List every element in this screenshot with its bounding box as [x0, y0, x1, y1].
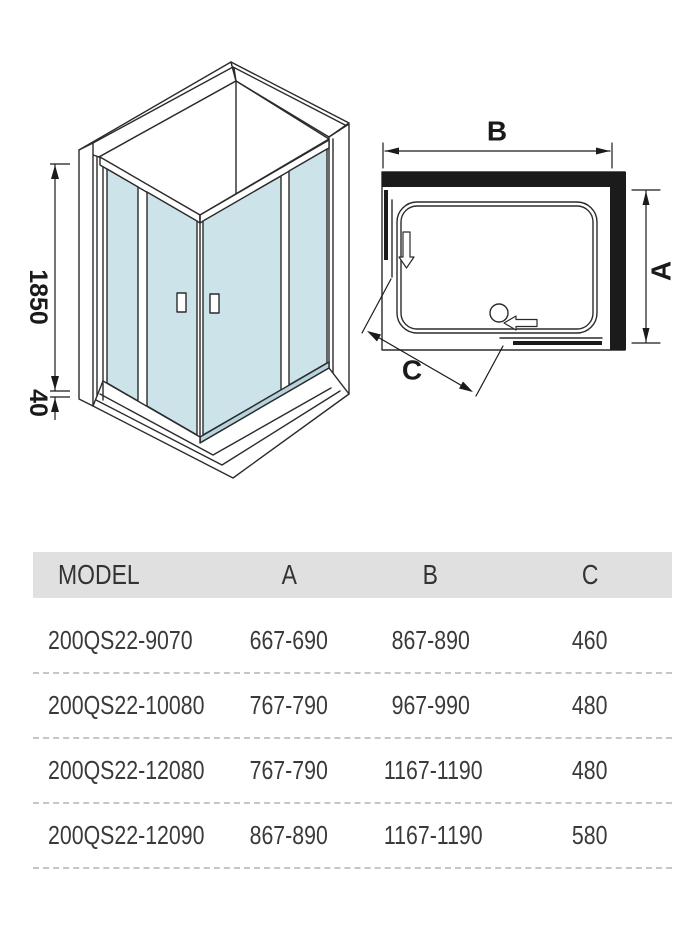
cell-c: 480 [572, 690, 608, 720]
glass-panel-right-fixed [289, 149, 327, 385]
diagonal-dim-label: C [401, 354, 423, 386]
cell-a: 767-790 [249, 690, 329, 720]
cell-b: 867-890 [391, 625, 470, 655]
bottom-door-panel [513, 341, 602, 345]
cell-c: 460 [572, 625, 608, 655]
left-wall-profile [79, 143, 93, 406]
door-handle-left [177, 293, 186, 312]
depth-dim-label: A [645, 260, 677, 282]
cell-c: 580 [572, 820, 608, 850]
door-handle-right [210, 294, 219, 313]
cell-model: 200QS22-12080 [48, 755, 205, 785]
width-dim-label: B [486, 115, 508, 147]
isometric-view [79, 62, 349, 478]
arrow-down-icon [643, 328, 650, 342]
top-wall [382, 172, 626, 187]
cell-a: 767-790 [249, 755, 329, 785]
iso-dimensions [24, 164, 70, 420]
arrow-down-icon [51, 376, 59, 390]
arrow-up-icon [51, 165, 59, 179]
tray-height-dim-label: 40 [24, 389, 52, 417]
cell-a: 667-690 [249, 625, 329, 655]
cell-model: 200QS22-9070 [48, 625, 193, 655]
left-door-panel [384, 190, 388, 260]
header-model: MODEL [58, 559, 140, 590]
height-dim-label: 1850 [24, 269, 52, 325]
table-row [33, 739, 672, 804]
header-b: B [422, 559, 439, 590]
table-header-row [33, 552, 672, 598]
cell-a: 867-890 [249, 820, 329, 850]
table-header-gap [33, 598, 672, 609]
cell-b: 967-990 [391, 690, 470, 720]
cell-model: 200QS22-12090 [48, 820, 205, 850]
header-c: C [581, 559, 599, 590]
table-row [33, 804, 672, 869]
right-wall-profile [329, 124, 349, 394]
arrow-left-icon [385, 148, 399, 155]
cell-b: 1167-1190 [383, 820, 483, 850]
plan-view [382, 172, 626, 350]
arrow-down-right-icon [459, 382, 473, 393]
table-row [33, 609, 672, 674]
cell-model: 200QS22-10080 [48, 690, 205, 720]
arrow-up-icon [643, 191, 650, 205]
header-a: A [281, 559, 297, 590]
cell-c: 480 [572, 755, 608, 785]
arrow-up-left-icon [367, 331, 381, 342]
glass-panel-left-door [147, 192, 197, 435]
drain-icon [490, 304, 508, 322]
spec-table [33, 552, 672, 869]
table-row [33, 674, 672, 739]
arrow-right-icon [596, 148, 610, 155]
glass-panel-left-fixed [107, 169, 138, 401]
side-wall [610, 172, 626, 350]
cell-b: 1167-1190 [383, 755, 483, 785]
